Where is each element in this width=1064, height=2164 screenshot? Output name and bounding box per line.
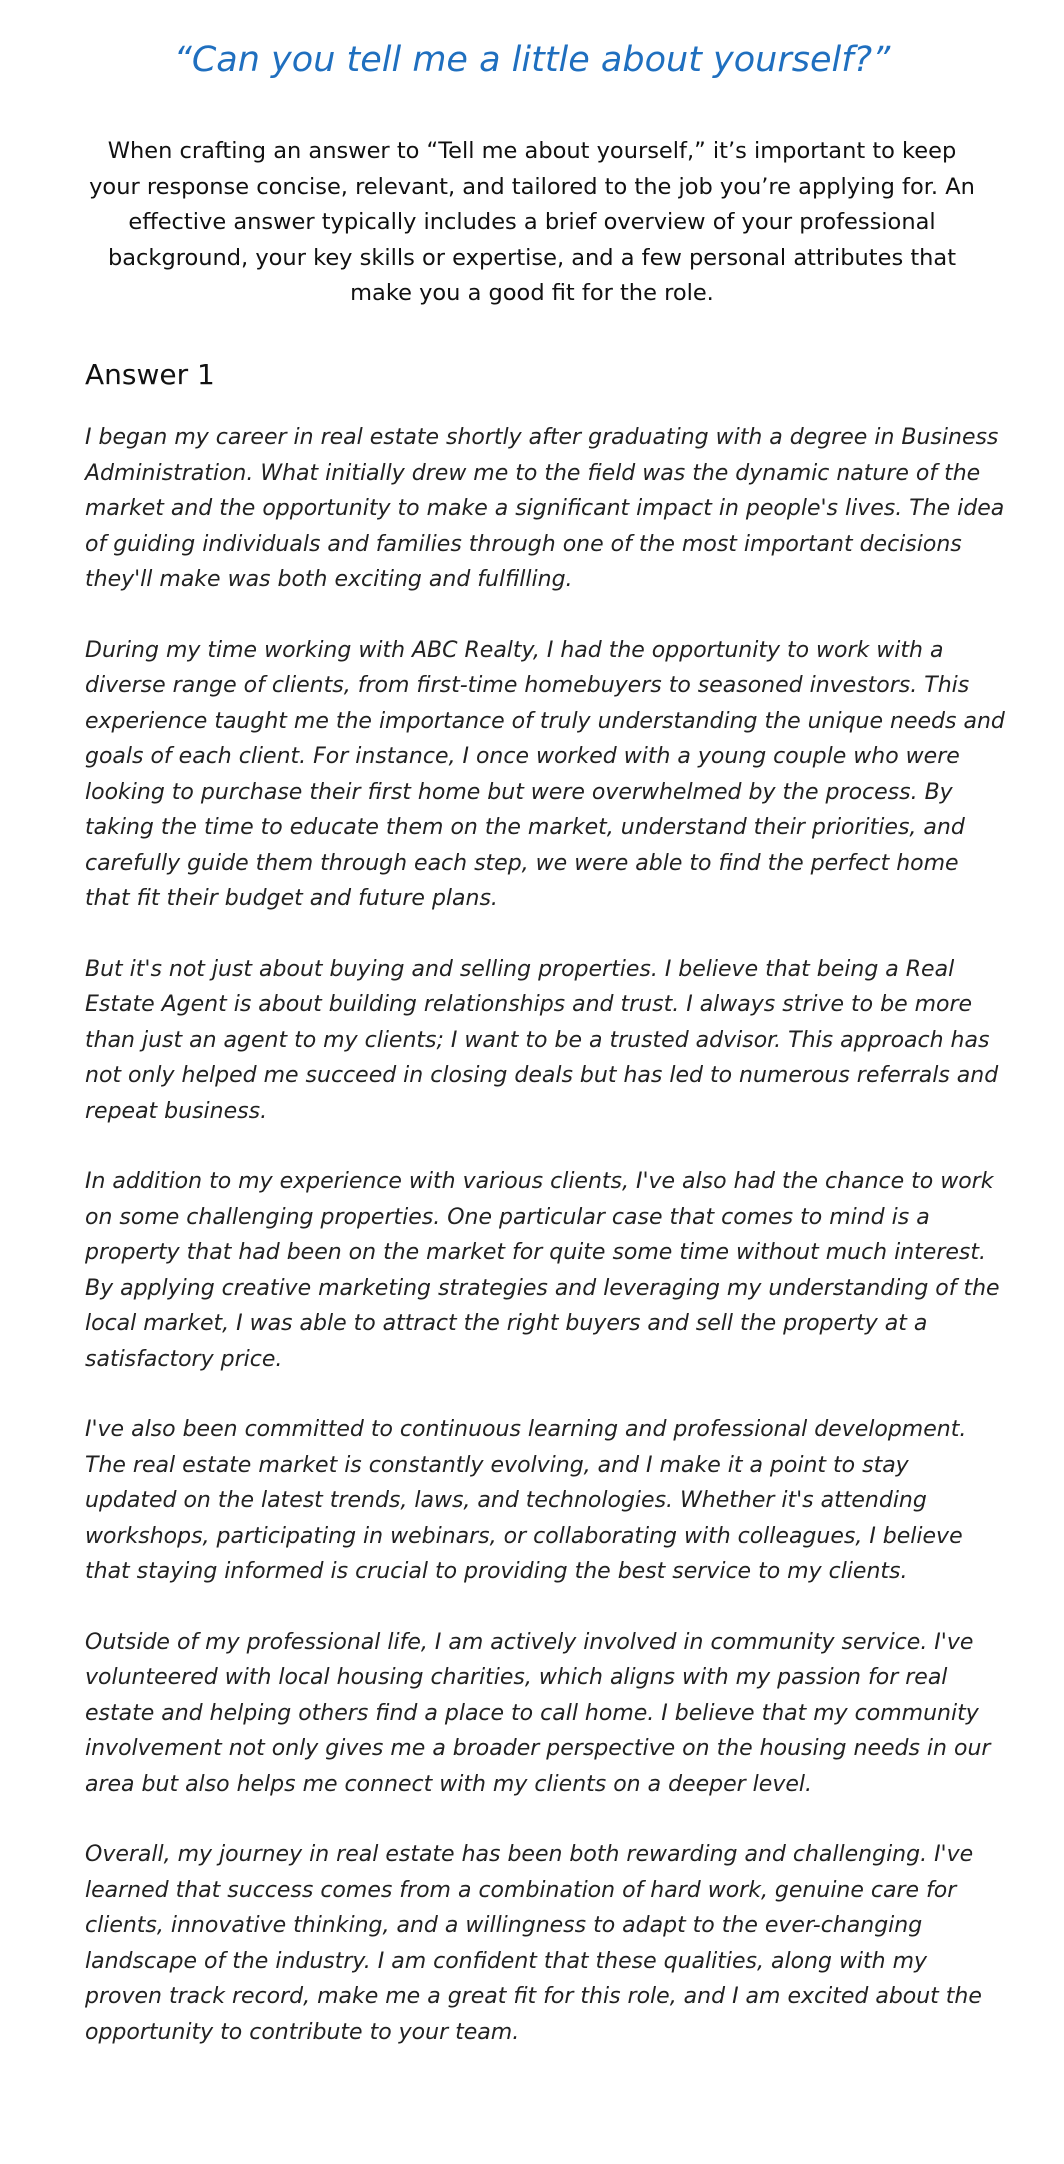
- answer-paragraph: I've also been committed to continuous learning and professional development. The real estate market is constantly evolving, and I make it a point to stay updated on the latest trends, laws, and technologies. Whether it's attending workshops, participating in webinars, or collaborating with colleagues, I believe that staying informed is crucial to providing the best service to my clients.: [85, 1417, 967, 1584]
- intro-paragraph: When crafting an answer to “Tell me about yourself,” it’s important to keep your response concise, relevant, and tailored to the job you’re applying for. An effective answer typically includes a brief overview of your professional background, your key skills or expertise, and a few personal attributes that make you a good fit for the role.: [89, 138, 975, 306]
- answer-paragraph: I began my career in real estate shortly after graduating with a degree in Business Administration. What initially drew me to the field was the dynamic nature of the market and the opportunity to make a significant impact in people's lives. The idea of guiding individuals and families through one of the most important decisions they'll make was both exciting and fulfilling.: [85, 425, 1005, 592]
- answer-body: [85, 420, 1005, 2085]
- page-title: “Can you tell me a little about yourself?”: [173, 40, 891, 80]
- answer-paragraph: But it's not just about buying and selling properties. I believe that being a Real Estate Agent is about building relationships and trust. I always strive to be more than just an agent to my clients; I want to be a trusted advisor. This approach has not only helped me succeed in closing deals but has led to numerous referrals and repeat business.: [85, 956, 999, 1124]
- answer-paragraph: Overall, my journey in real estate has been both rewarding and challenging. I've learned that success comes from a combination of hard work, genuine care for clients, innovative thinking, and a willingness to adapt to the ever-changing landscape of the industry. I am confident that these qualities, along with my proven track record, make me a great fit for this role, and I am excited about the opportunity to contribute to your team.: [85, 1842, 982, 2045]
- answer-paragraph: In addition to my experience with various clients, I've also had the chance to work on some challenging properties. One particular case that comes to mind is a property that had been on the market for quite some time without much interest. By applying creative marketing strategies and leveraging my understanding of the local market, I was able to attract the right buyers and sell the property at a satisfactory price.: [85, 1169, 1000, 1372]
- answer-paragraph: During my time working with ABC Realty, I had the opportunity to work with a diverse range of clients, from first-time homebuyers to seasoned investors. This experience taught me the importance of truly understanding the unique needs and goals of each client. For instance, I once worked with a young couple who were looking to purchase their first home but were overwhelmed by the process. By taking the time to educate them on the market, understand their priorities, and carefully guide them through each step, we were able to find the perfect home that fit their budget and future plans.: [85, 637, 1005, 911]
- answer-paragraph: Outside of my professional life, I am actively involved in community service. I've volunteered with local housing charities, which aligns with my passion for real estate and helping others find a place to call home. I believe that my community involvement not only gives me a broader perspective on the housing needs in our area but also helps me connect with my clients on a deeper level.: [85, 1629, 991, 1797]
- answer-heading: Answer 1: [85, 358, 215, 391]
